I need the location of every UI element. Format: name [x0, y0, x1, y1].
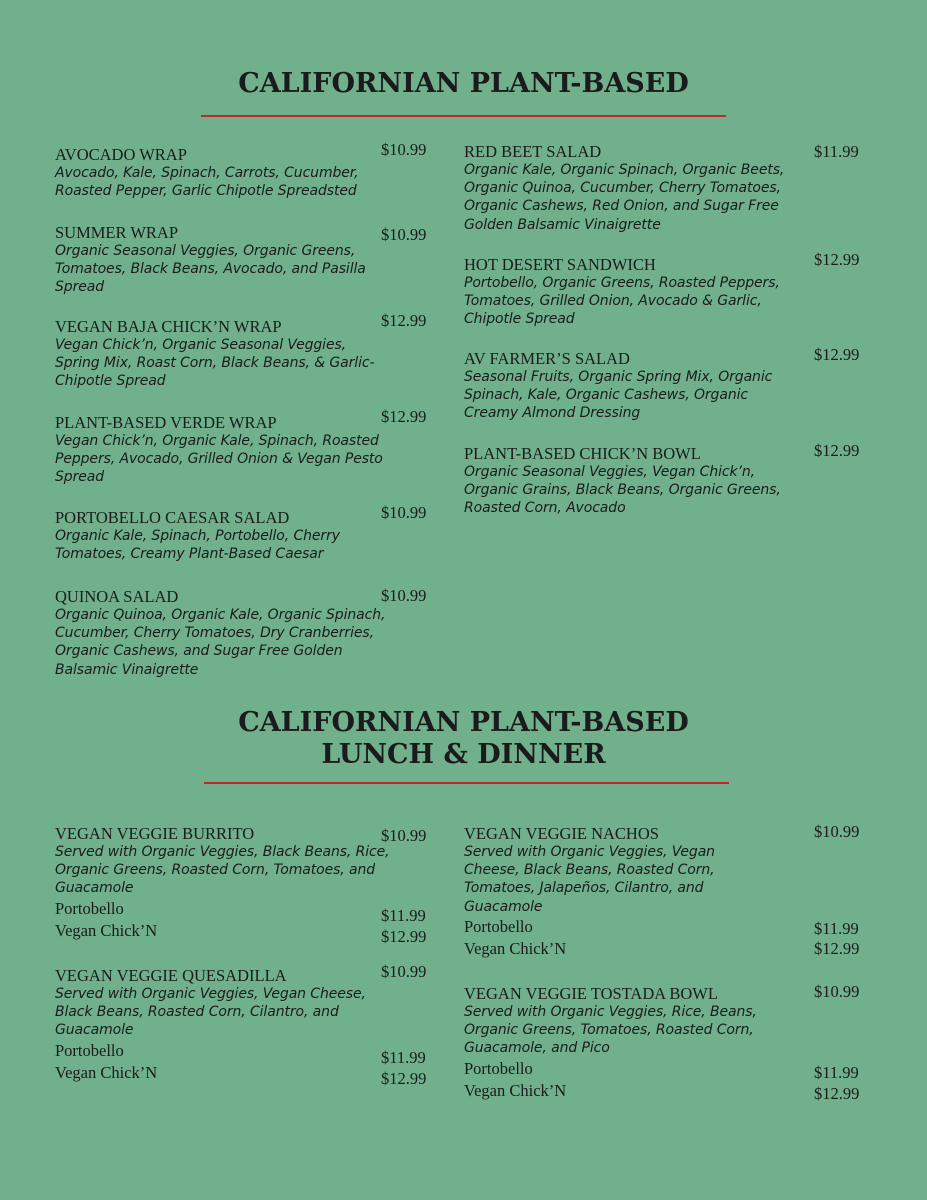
menu-item-summer-wrap [55, 223, 390, 297]
item-price: $10.99 [381, 503, 427, 522]
item-name: QUINOA SALAD [55, 587, 179, 606]
title-divider [204, 782, 729, 784]
item-price: $12.99 [814, 345, 860, 364]
menu-item-veggie-nachos [464, 824, 764, 960]
menu-item-quinoa-salad [55, 587, 390, 679]
option-price: $12.99 [381, 1069, 427, 1088]
menu-item-red-beet-salad [464, 142, 799, 234]
menu-item-hot-desert-sandwich [464, 255, 799, 329]
option-price: $11.99 [381, 1048, 426, 1067]
item-description: Avocado, Kale, Spinach, Carrots, Cucumber, Roasted Pepper, Garlic Chipotle Spreadsted [55, 165, 359, 200]
option-portobello: Portobello [55, 898, 124, 918]
item-price: $11.99 [814, 142, 859, 161]
item-price: $10.99 [381, 225, 427, 244]
item-description: Served with Organic Veggies, Black Beans, Rice, Organic Greens, Roasted Corn, Tomatoes, and Guacamole [55, 844, 390, 897]
option-price: $11.99 [381, 906, 426, 925]
item-name: AV FARMER’S SALAD [464, 349, 630, 368]
option-portobello: Portobello [55, 1040, 124, 1060]
title-divider [201, 115, 726, 117]
item-name: AVOCADO WRAP [55, 145, 187, 164]
item-description: Organic Seasonal Veggies, Organic Greens, Tomatoes, Black Beans, Avocado, and Pasilla Spread [55, 243, 366, 296]
option-price: $11.99 [814, 919, 859, 938]
option-portobello: Portobello [464, 1058, 533, 1078]
item-price: $12.99 [381, 311, 427, 330]
item-description: Seasonal Fruits, Organic Spring Mix, Organic Spinach, Kale, Organic Cashews, Organic Creamy Almond Dressing [464, 369, 773, 422]
item-name: RED BEET SALAD [464, 142, 602, 161]
menu-item-veggie-tostada-bowl [464, 984, 784, 1102]
menu-item-av-farmers-salad [464, 349, 799, 423]
option-price: $12.99 [381, 927, 427, 946]
item-description: Vegan Chick’n, Organic Seasonal Veggies, Spring Mix, Roast Corn, Black Beans, & Garlic-Chipotle Spread [55, 337, 375, 390]
option-portobello: Portobello [464, 916, 533, 936]
item-price: $10.99 [381, 586, 427, 605]
item-description: Organic Seasonal Veggies, Vegan Chick’n, Organic Grains, Black Beans, Organic Greens, Roasted Corn, Avocado [464, 464, 781, 517]
item-name: VEGAN VEGGIE NACHOS [464, 824, 659, 843]
menu-item-vegan-baja-wrap [55, 317, 390, 391]
item-name: PORTOBELLO CAESAR SALAD [55, 508, 290, 527]
item-price: $12.99 [814, 441, 860, 460]
section-title-lunch-dinner-line1: CALIFORNIAN PLANT-BASED [238, 707, 689, 738]
item-price: $10.99 [381, 826, 427, 845]
item-name: HOT DESERT SANDWICH [464, 255, 656, 274]
item-description: Organic Kale, Organic Spinach, Organic Beets, Organic Quinoa, Cucumber, Cherry Tomatoes, Organic Cashews, Red Onion, and Sugar Free Golden Balsamic Vinaigrette [464, 162, 785, 233]
menu-item-avocado-wrap [55, 145, 390, 200]
item-price: $10.99 [381, 962, 427, 981]
menu-item-veggie-quesadilla [55, 966, 395, 1084]
item-description: Served with Organic Veggies, Vegan Cheese, Black Beans, Roasted Corn, Cilantro, and Guacamole [55, 986, 366, 1039]
item-price: $12.99 [814, 250, 860, 269]
item-name: VEGAN VEGGIE TOSTADA BOWL [464, 984, 718, 1003]
item-name: VEGAN VEGGIE BURRITO [55, 824, 255, 843]
option-vegan-chickn: Vegan Chick’N [464, 938, 567, 958]
option-price: $12.99 [814, 939, 860, 958]
item-description: Served with Organic Veggies, Vegan Cheese, Black Beans, Roasted Corn, Tomatoes, Jalapeños, Cilantro, and Guacamole [464, 844, 715, 915]
item-name: PLANT-BASED CHICK’N BOWL [464, 444, 701, 463]
item-price: $10.99 [814, 822, 860, 841]
item-description: Organic Kale, Spinach, Portobello, Cherry Tomatoes, Creamy Plant-Based Caesar [55, 528, 340, 563]
menu-item-chickn-bowl [464, 444, 799, 518]
item-price: $10.99 [381, 140, 427, 159]
item-name: VEGAN VEGGIE QUESADILLA [55, 966, 287, 985]
option-vegan-chickn: Vegan Chick’N [55, 1062, 158, 1082]
option-price: $12.99 [814, 1084, 860, 1103]
item-price: $12.99 [381, 407, 427, 426]
menu-item-verde-wrap [55, 413, 390, 487]
section-title-plant-based: CALIFORNIAN PLANT-BASED [238, 68, 689, 99]
item-name: PLANT-BASED VERDE WRAP [55, 413, 277, 432]
item-name: VEGAN BAJA CHICK’N WRAP [55, 317, 282, 336]
item-description: Vegan Chick’n, Organic Kale, Spinach, Roasted Peppers, Avocado, Grilled Onion & Vegan Pesto Spread [55, 433, 383, 486]
item-description: Served with Organic Veggies, Rice, Beans, Organic Greens, Tomatoes, Roasted Corn, Guacamole, and Pico [464, 1004, 757, 1057]
option-price: $11.99 [814, 1063, 859, 1082]
menu-item-veggie-burrito [55, 824, 390, 942]
item-description: Organic Quinoa, Organic Kale, Organic Spinach, Cucumber, Cherry Tomatoes, Dry Cranberries, Organic Cashews, and Sugar Free Golden Balsamic Vinaigrette [55, 607, 386, 678]
item-description: Portobello, Organic Greens, Roasted Peppers, Tomatoes, Grilled Onion, Avocado & Garlic, Chipotle Spread [464, 275, 780, 328]
option-vegan-chickn: Vegan Chick’N [464, 1080, 567, 1100]
option-vegan-chickn: Vegan Chick’N [55, 920, 158, 940]
item-name: SUMMER WRAP [55, 223, 179, 242]
item-price: $10.99 [814, 982, 860, 1001]
section-title-lunch-dinner-line2: LUNCH & DINNER [321, 739, 606, 770]
menu-item-portobello-caesar [55, 508, 390, 563]
